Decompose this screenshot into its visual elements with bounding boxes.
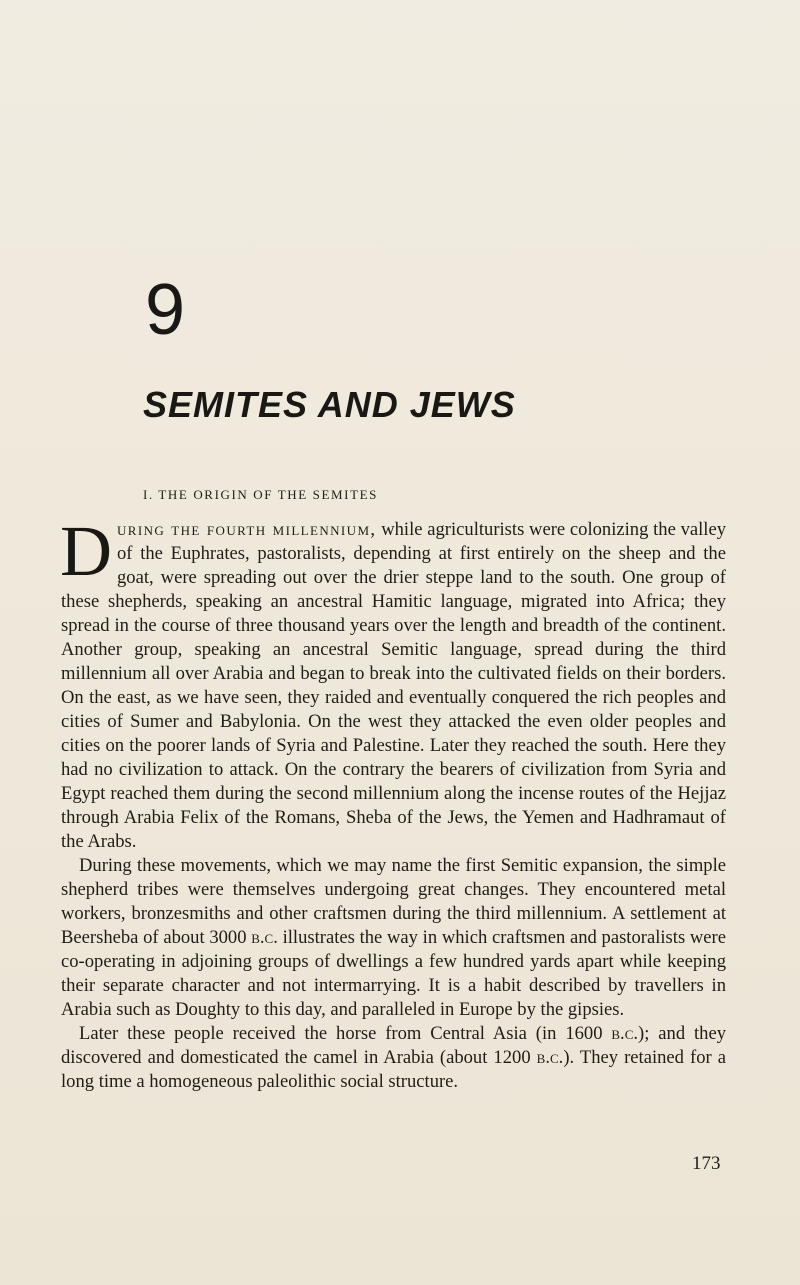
page-number: 173 bbox=[692, 1153, 721, 1174]
paragraph-2-text-a: During these movements, which we may name the first Semitic expansion, the simple shepherd tribes were themselves undergoing great changes. They encountered metal workers, bronzesmiths and other craftsmen during the third millennium. A settlement at Beersheba of about 3000 bbox=[61, 855, 726, 948]
chapter-number: 9 bbox=[145, 270, 186, 350]
paragraph-lead-words: uring the fourth millennium, bbox=[117, 519, 377, 540]
paragraph-3-text-a: Later these people received the horse from Central Asia (in 1600 bbox=[79, 1023, 612, 1044]
era-abbreviation: b.c. bbox=[611, 1023, 639, 1044]
section-heading: I. THE ORIGIN OF THE SEMITES bbox=[143, 487, 378, 502]
era-abbreviation: b.c. bbox=[536, 1047, 564, 1068]
era-abbreviation: b.c. bbox=[251, 927, 278, 948]
paragraph-2 bbox=[61, 854, 726, 1022]
paragraph-1-text: while agriculturists were colonizing the valley of the Euphrates, pastoralists, depending at first entirely on the sheep and the goat, were spreading out over the drier steppe land to the south. One group of these shepherds, speaking an ancestral Hamitic language, migrated into Africa; they spread in the course of three thousand years over the length and breadth of the continent. Another group, speaking an ancestral Semitic language, spread during the third millennium all over Arabia and began to break into the cultivated fields on their borders. On the east, as we have seen, they raided and eventually conquered the rich peoples and cities of Sumer and Babylonia. On the west they attacked the even older peoples and cities on the poorer lands of Syria and Palestine. Later they reached the south. Here they had no civilization to attack. On the contrary the bearers of civilization from Syria and Egypt reached them during the second millennium along the incense routes of the Hejjaz through Arabia Felix of the Romans, Sheba of the Jews, the Yemen and Hadhramaut of the Arabs. bbox=[61, 519, 726, 852]
paragraph-2-text-b: illustrates the way in which craftsmen and pastoralists were co-operating in adjoining groups of dwellings a few hundred yards apart while keeping their separate character and not intermarrying. It is a habit described by travellers in Arabia such as Doughty to this day, and paralleled in Europe by the gipsies. bbox=[61, 927, 727, 1020]
paragraph-1 bbox=[60, 511, 726, 854]
chapter-title: SEMITES AND JEWS bbox=[143, 384, 516, 425]
drop-cap: D bbox=[60, 511, 112, 591]
paragraph-3-text-c: ). They retained for a long time a homogeneous paleolithic social structure. bbox=[61, 1047, 726, 1092]
body-text bbox=[60, 511, 727, 1094]
paragraph-3-text-b: ); and they discovered and domesticated the camel in Arabia (about 1200 bbox=[61, 1023, 727, 1068]
paragraph-3 bbox=[61, 1022, 726, 1094]
